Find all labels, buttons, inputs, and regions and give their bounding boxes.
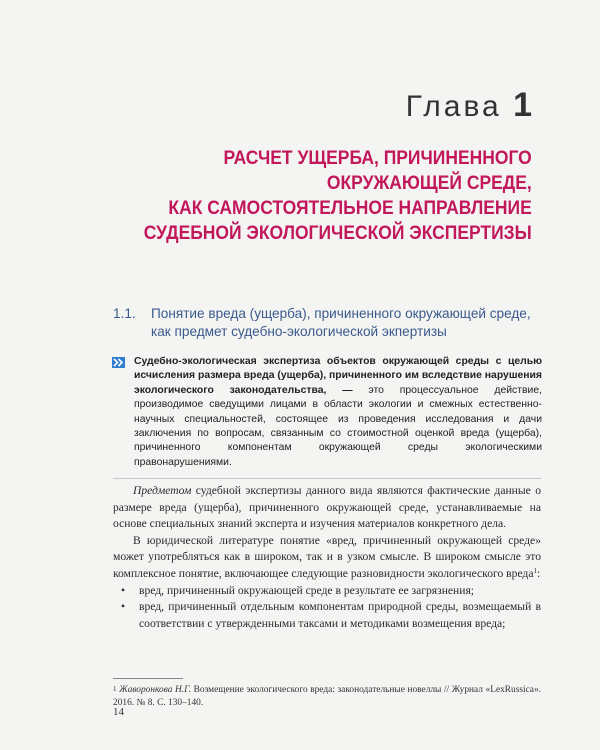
section-number: 1.1. bbox=[113, 306, 136, 321]
page-number: 14 bbox=[113, 706, 124, 718]
paragraph-text: В юридической литературе понятие «вред, причиненный окружающей среде» может употребляться как в широком, так и в узком смысле. В широком смысле это комплексное понятие, включающее следующие разновидности экологического вреда bbox=[113, 533, 541, 580]
chapter-heading bbox=[406, 86, 532, 125]
list-item-text: вред, причиненный окружающей среде в результате ее загрязнения; bbox=[139, 583, 475, 597]
double-chevron-icon bbox=[112, 357, 125, 368]
footnote-divider bbox=[113, 678, 183, 679]
paragraph bbox=[113, 533, 541, 583]
chapter-title-line: СУДЕБНОЙ ЭКОЛОГИЧЕСКОЙ ЭКСПЕРТИЗЫ bbox=[143, 223, 532, 244]
paragraph bbox=[113, 483, 541, 533]
chapter-title-line: РАСЧЕТ УЩЕРБА, ПРИЧИНЕННОГО bbox=[223, 148, 532, 169]
footnote-mark: 1 bbox=[113, 685, 117, 693]
chapter-title-line: КАК САМОСТОЯТЕЛЬНОЕ НАПРАВЛЕНИЕ bbox=[168, 198, 533, 219]
chapter-title-line: ОКРУЖАЮЩЕЙ СРЕДЕ, bbox=[327, 173, 532, 194]
list-item bbox=[113, 599, 541, 632]
divider bbox=[113, 478, 541, 479]
footnote-author: Жаворонкова Н.Г. bbox=[119, 685, 192, 695]
bullet-list bbox=[113, 583, 541, 633]
body-text bbox=[113, 483, 541, 632]
footnote-ref[interactable]: 1 bbox=[533, 566, 537, 575]
definition-term: Судебно-экологическая экспертиза объектов окружающей среды с целью исчисления размера вреда (ущерба), причиненного им вследствие нарушения экологического законодательства, — bbox=[134, 356, 542, 396]
paragraph-text: судебной экспертизы данного вида являются фактические данные о размере вреда (ущерба), причиненного окружающей среде, устанавливаемые на основе специальных знаний эксперта и изучения материалов конкретного дела. bbox=[113, 484, 541, 531]
italic-term: Предметом bbox=[133, 484, 192, 497]
bullet-icon: • bbox=[121, 600, 126, 614]
footnote bbox=[113, 684, 541, 710]
section-title bbox=[151, 305, 531, 341]
chapter-title bbox=[144, 146, 532, 246]
definition-text bbox=[134, 355, 542, 470]
chapter-number: 1 bbox=[513, 86, 532, 124]
bullet-icon: • bbox=[121, 583, 126, 597]
definition-rest: это процессуальное действие, производимое сведущими лицами в области экологии и смежных естественно-научных специальностей, состоящее из проведения исследования и дачи заключения по вопросам, связанным со стоимостной оценкой вреда (ущерба), причиненного компонентам окружающей среды экологическими правонарушениями. bbox=[134, 384, 542, 468]
footnote-text: Возмещение экологического вреда: законодательные новеллы // Журнал «LexRussica». 2016. № 8. С. 130–140. bbox=[113, 685, 541, 708]
list-item-text: вред, причиненный отдельным компонентам природной среды, возмещаемый в соответствии с утвержденными таксами и методиками возмещения вреда; bbox=[139, 600, 541, 630]
chapter-label: Глава bbox=[405, 90, 502, 123]
paragraph-end: : bbox=[536, 566, 541, 580]
section-title-line: Понятие вреда (ущерба), причиненного окружающей среде, bbox=[151, 306, 531, 321]
section-title-line: как предмет судебно-экологической экпертизы bbox=[151, 324, 447, 339]
list-item bbox=[113, 583, 541, 600]
